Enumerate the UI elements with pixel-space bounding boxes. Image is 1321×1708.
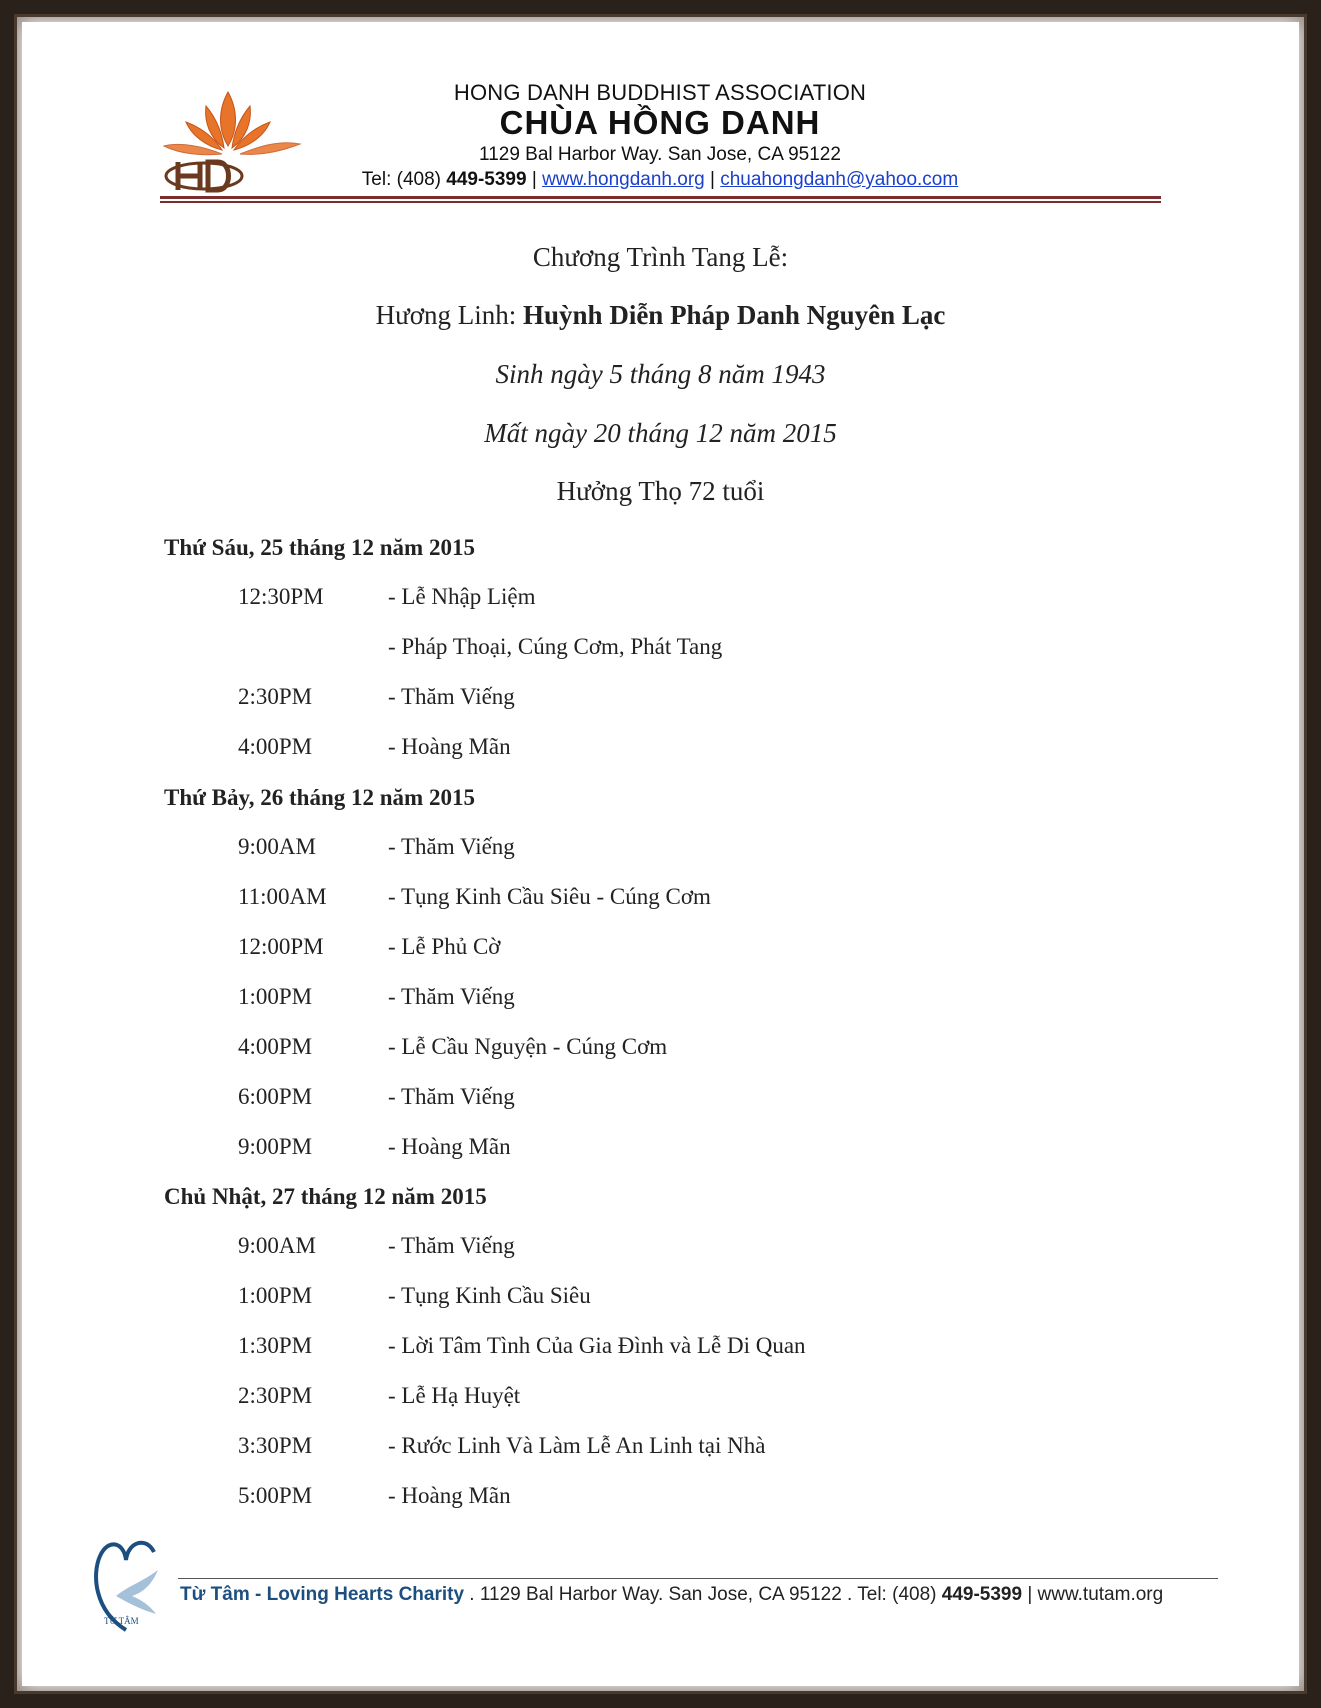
birth-date: Sinh ngày 5 tháng 8 năm 1943 <box>495 359 826 389</box>
schedule-activity: - Pháp Thoại, Cúng Cơm, Phát Tang <box>388 634 723 659</box>
schedule-time: 9:00AM <box>238 834 316 859</box>
schedule-activity: - Tụng Kinh Cầu Siêu <box>388 1283 591 1308</box>
charity-name: Từ Tâm - Loving Hearts Charity <box>180 1584 465 1605</box>
schedule-activity: - Tụng Kinh Cầu Siêu - Cúng Cơm <box>388 884 711 909</box>
schedule-row <box>0 734 1321 764</box>
schedule-time: 12:30PM <box>238 584 324 609</box>
day-heading: Thứ Bảy, 26 tháng 12 năm 2015 <box>164 785 475 810</box>
separator: | <box>526 169 543 190</box>
tel-prefix: Tel: (408) <box>361 169 447 190</box>
schedule-row <box>0 884 1321 914</box>
schedule-activity: - Lễ Hạ Huyệt <box>388 1383 521 1408</box>
schedule-activity: - Hoàng Mãn <box>388 1483 511 1508</box>
schedule-time: 3:30PM <box>238 1433 313 1458</box>
header-rule <box>160 196 1161 199</box>
email-link[interactable]: chuahongdanh@yahoo.com <box>720 169 959 190</box>
temple-logo <box>156 80 306 196</box>
schedule-time: 5:00PM <box>238 1483 313 1508</box>
schedule-time: 1:00PM <box>238 984 313 1009</box>
schedule-row <box>0 584 1321 614</box>
schedule-activity: - Lời Tâm Tình Của Gia Đình và Lễ Di Quan <box>388 1333 806 1358</box>
schedule-row <box>0 1433 1321 1463</box>
schedule-time: 9:00PM <box>238 1134 313 1159</box>
schedule-time: 12:00PM <box>238 934 324 959</box>
schedule-activity: - Rước Linh Và Làm Lễ An Linh tại Nhà <box>388 1433 766 1458</box>
schedule-row <box>0 1283 1321 1313</box>
separator: | <box>704 169 721 190</box>
footer-rule <box>178 1578 1218 1579</box>
age-line: Hưởng Thọ 72 tuổi <box>556 476 765 506</box>
death-date: Mất ngày 20 tháng 12 năm 2015 <box>484 418 837 448</box>
schedule-row <box>0 1383 1321 1413</box>
schedule-activity: - Thăm Viếng <box>388 1084 515 1109</box>
schedule-activity: - Lễ Cầu Nguyện - Cúng Cơm <box>388 1034 668 1059</box>
charity-logo-text: TỪ TÂM <box>104 1616 139 1626</box>
deceased-name-line <box>0 300 1321 331</box>
schedule-row <box>0 1483 1321 1513</box>
schedule-row <box>0 1084 1321 1114</box>
schedule-time: 1:30PM <box>238 1333 313 1358</box>
schedule-row <box>0 1233 1321 1263</box>
temple-address: 1129 Bal Harbor Way. San Jose, CA 95122 <box>479 144 841 165</box>
schedule-activity: - Lễ Nhập Liệm <box>388 584 536 609</box>
schedule-row <box>0 1134 1321 1164</box>
tel-number: 449-5399 <box>446 169 527 190</box>
schedule-activity: - Hoàng Mãn <box>388 1134 511 1159</box>
temple-name: CHÙA HỒNG DANH <box>499 104 821 141</box>
schedule-activity: - Thăm Viếng <box>388 684 515 709</box>
schedule-time: 2:30PM <box>238 684 313 709</box>
website-link[interactable]: www.hongdanh.org <box>542 169 705 190</box>
header-rule-thin <box>160 201 1161 203</box>
charity-address: . 1129 Bal Harbor Way. San Jose, CA 95122 . Tel: (408) <box>464 1584 942 1605</box>
schedule-activity: - Thăm Viếng <box>388 1233 515 1258</box>
schedule-time: 2:30PM <box>238 1383 313 1408</box>
schedule-time: 4:00PM <box>238 1034 313 1059</box>
day-heading: Chủ Nhật, 27 tháng 12 năm 2015 <box>164 1184 487 1209</box>
schedule-time: 4:00PM <box>238 734 313 759</box>
schedule-row <box>0 634 1321 664</box>
schedule-row <box>0 1333 1321 1363</box>
schedule-activity: - Thăm Viếng <box>388 984 515 1009</box>
schedule-row <box>0 984 1321 1014</box>
schedule-row <box>0 934 1321 964</box>
dove-icon <box>116 1570 158 1614</box>
schedule-time: 1:00PM <box>238 1283 313 1308</box>
schedule-time: 11:00AM <box>238 884 327 909</box>
charity-logo <box>86 1530 172 1634</box>
org-name: HONG DANH BUDDHIST ASSOCIATION <box>453 80 867 105</box>
deceased-name: Huỳnh Diễn Pháp Danh Nguyên Lạc <box>523 300 946 330</box>
charity-website[interactable]: | www.tutam.org <box>1022 1584 1164 1605</box>
schedule-time: 9:00AM <box>238 1233 316 1258</box>
name-label: Hương Linh: <box>375 300 524 330</box>
schedule-activity: - Hoàng Mãn <box>388 734 511 759</box>
schedule-activity: - Thăm Viếng <box>388 834 515 859</box>
contact-line <box>300 169 1020 191</box>
lotus-icon <box>164 92 300 155</box>
schedule-activity: - Lễ Phủ Cờ <box>388 934 501 959</box>
footer-line <box>180 1584 1220 1606</box>
schedule-time: 6:00PM <box>238 1084 313 1109</box>
schedule-row <box>0 684 1321 714</box>
schedule-row <box>0 1034 1321 1064</box>
schedule-row <box>0 834 1321 864</box>
program-title: Chương Trình Tang Lễ: <box>532 242 789 272</box>
charity-tel-number: 449-5399 <box>941 1584 1023 1605</box>
day-heading: Thứ Sáu, 25 tháng 12 năm 2015 <box>164 535 475 560</box>
hd-monogram-icon <box>166 162 242 190</box>
